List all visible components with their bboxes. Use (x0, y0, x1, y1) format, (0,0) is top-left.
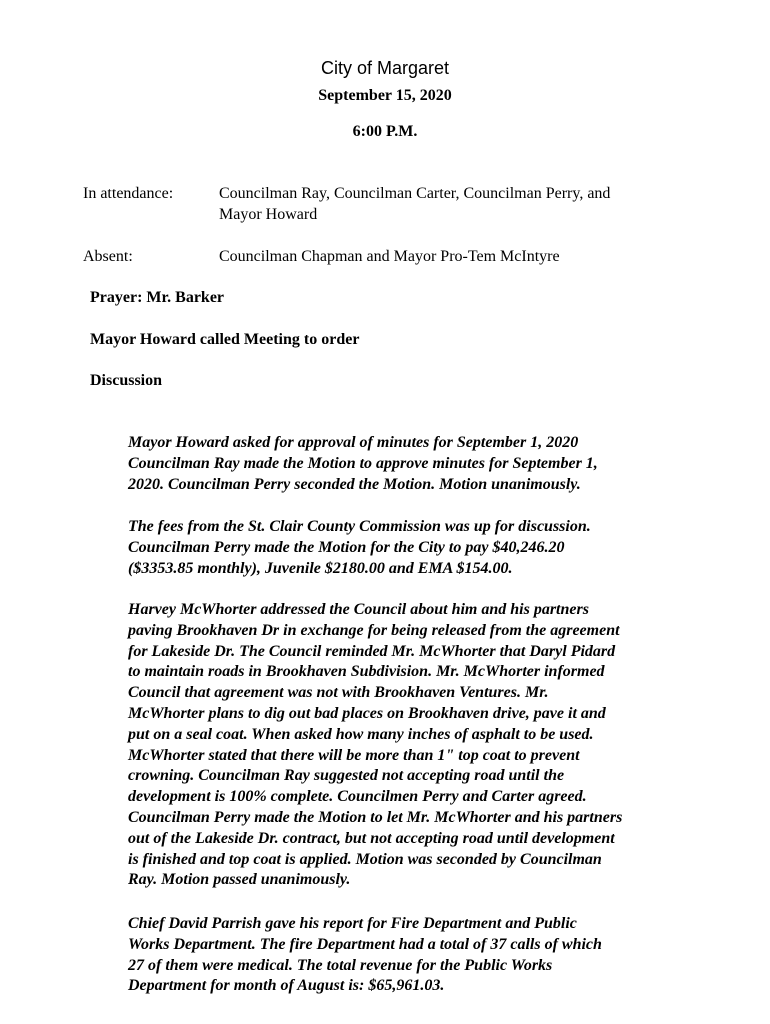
absent-row (83, 246, 683, 268)
paragraph-line: paving Brookhaven Dr in exchange for being released from the agreement (128, 621, 620, 639)
meeting-date: September 15, 2020 (318, 87, 452, 104)
paragraph-line: Councilman Perry made the Motion for the City to pay $40,246.20 (128, 538, 565, 556)
paragraph-line: Councilman Ray made the Motion to approve minutes for September 1, (128, 454, 598, 472)
paragraph-line: McWhorter stated that there will be more than 1" top coat to prevent (128, 746, 580, 764)
absent-value: Councilman Chapman and Mayor Pro-Tem McIntyre (219, 248, 560, 265)
paragraph-line: 27 of them were medical. The total revenue for the Public Works (128, 956, 553, 974)
paragraph-line: Council that agreement was not with Brookhaven Ventures. Mr. (128, 684, 549, 702)
attendance-value (219, 183, 679, 225)
paragraph-line: Department for month of August is: $65,961.03. (128, 977, 445, 995)
attendance-row (83, 183, 683, 227)
paragraph-line: The fees from the St. Clair County Commission was up for discussion. (128, 518, 591, 535)
county-fees-paragraph (128, 517, 688, 579)
paragraph-line: is finished and top coat is applied. Motion was seconded by Councilman (128, 850, 602, 868)
paragraph-line: 2020. Councilman Perry seconded the Motion. Motion unanimously. (128, 475, 581, 493)
paragraph-line: Harvey McWhorter addressed the Council about him and his partners (128, 601, 589, 618)
document-title: City of Margaret (320, 58, 450, 78)
paragraph-line: Mayor Howard asked for approval of minutes for September 1, 2020 (128, 434, 579, 451)
paragraph-line: development is 100% complete. Councilmen Perry and Carter agreed. (128, 788, 587, 806)
paragraph-line: put on a seal coat. When asked how many inches of asphalt to be used. (128, 725, 594, 743)
brookhaven-paragraph (128, 600, 688, 891)
minutes-approval-paragraph (128, 433, 688, 495)
discussion-heading: Discussion (90, 372, 163, 389)
attendance-label: In attendance: (83, 185, 174, 202)
meeting-time: 6:00 P.M. (352, 123, 418, 140)
paragraph-line: Works Department. The fire Department had a total of 37 calls of which (128, 935, 602, 953)
paragraph-line: Chief David Parrish gave his report for Fire Department and Public (128, 915, 577, 932)
paragraph-line: for Lakeside Dr. The Council reminded Mr. McWhorter that Daryl Pidard (128, 642, 616, 660)
paragraph-line: McWhorter plans to dig out bad places on Brookhaven drive, pave it and (128, 704, 606, 722)
paragraph-line: crowning. Councilman Ray suggested not accepting road until the (128, 767, 565, 785)
paragraph-line: out of the Lakeside Dr. contract, but not accepting road until development (128, 829, 615, 847)
paragraph-line: to maintain roads in Brookhaven Subdivision. Mr. McWhorter informed (128, 663, 605, 681)
paragraph-line: Ray. Motion passed unanimously. (128, 871, 351, 889)
fire-department-paragraph (128, 914, 688, 997)
attendance-line: Mayor Howard (219, 206, 318, 223)
called-to-order-heading: Mayor Howard called Meeting to order (90, 331, 360, 348)
prayer-heading: Prayer: Mr. Barker (90, 289, 225, 306)
attendance-line: Councilman Ray, Councilman Carter, Councilman Perry, and (219, 185, 611, 202)
paragraph-line: ($3353.85 monthly), Juvenile $2180.00 and EMA $154.00. (128, 559, 513, 577)
paragraph-line: Councilman Perry made the Motion to let Mr. McWhorter and his partners (128, 808, 623, 826)
absent-label: Absent: (83, 248, 133, 265)
